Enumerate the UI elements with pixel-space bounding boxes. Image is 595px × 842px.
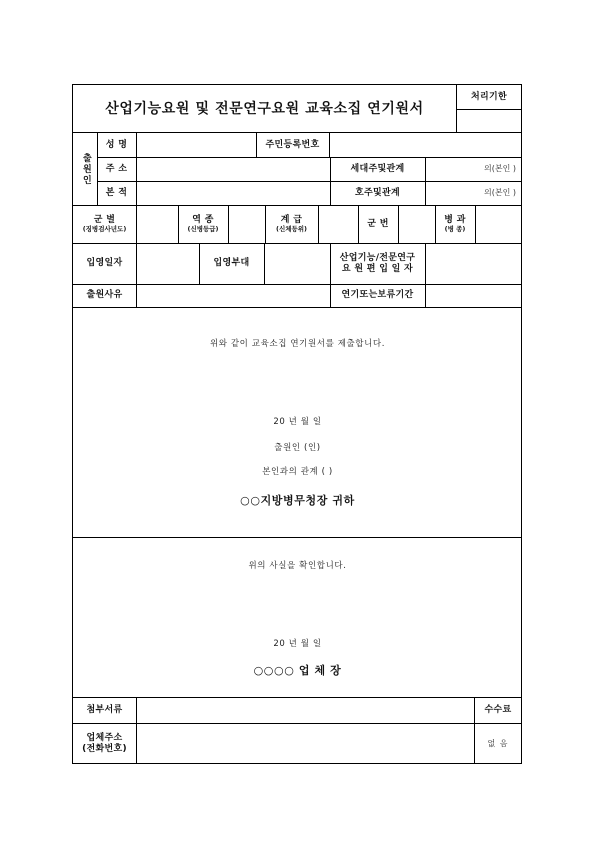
- processing-deadline-field[interactable]: [456, 109, 522, 133]
- assignment-date-label-1: 산업기능/전문연구: [339, 252, 416, 263]
- family-head-suffix: 의(본인 ): [484, 188, 516, 198]
- processing-deadline-label: 처리기한: [471, 91, 507, 102]
- service-number-label: 군 번: [367, 218, 389, 229]
- assignment-date-label: [330, 243, 425, 284]
- branch-label-sub: (징병검사년도): [82, 224, 127, 233]
- rank-field[interactable]: [318, 205, 358, 243]
- statement-date: 20 년 월 일: [273, 416, 322, 427]
- branch-field[interactable]: [136, 205, 178, 243]
- company-address-label-2: (전화번호): [82, 743, 127, 754]
- address-label: 주 소: [105, 163, 128, 174]
- attachments-field[interactable]: [136, 698, 474, 723]
- specialty-label-sub: (병 종): [444, 224, 466, 233]
- branch-label: [73, 205, 136, 243]
- name-field[interactable]: [136, 133, 256, 157]
- domicile-label: 본 적: [105, 187, 128, 198]
- specialty-label: [435, 205, 475, 243]
- assignment-date-label-2: 요 원 편 입 일 자: [341, 263, 414, 274]
- specialty-label-text: 병 과: [444, 214, 466, 225]
- service-field[interactable]: [228, 205, 265, 243]
- rrn-label: 주민등록번호: [265, 139, 320, 150]
- branch-label-text: 군 별: [93, 214, 116, 225]
- family-head-field[interactable]: [425, 181, 522, 205]
- reason-label: 출원사유: [86, 290, 123, 301]
- service-label: [178, 205, 228, 243]
- confirm-text: 위의 사실을 확인합니다.: [248, 560, 347, 571]
- attachments-label: 첨부서류: [86, 705, 123, 716]
- relation-line: 본인과의 관계 ( ): [262, 466, 333, 477]
- recipient-line: ○○지방병무청장 귀하: [240, 494, 355, 508]
- domicile-field[interactable]: [136, 181, 330, 205]
- service-label-sub: (신병등급): [187, 224, 219, 233]
- household-relation-suffix: 의(본인 ): [484, 164, 516, 174]
- household-relation-label: 세대주및관계: [350, 163, 405, 174]
- enlistment-unit-label: 입영부대: [213, 258, 250, 269]
- rrn-field[interactable]: [329, 133, 522, 157]
- enlistment-date-field[interactable]: [136, 243, 199, 284]
- specialty-field[interactable]: [475, 205, 522, 243]
- deferral-period-label: 연기또는보류기간: [341, 290, 414, 301]
- applicant-group-text: 출원인: [80, 152, 91, 186]
- confirm-date: 20 년 월 일: [273, 638, 322, 649]
- statement-text: 위와 같이 교육소집 연기원서를 제출합니다.: [209, 338, 386, 349]
- service-label-text: 역 종: [192, 214, 214, 225]
- rank-label-sub: (신체등위): [275, 224, 308, 233]
- enlistment-date-label: 입영일자: [86, 258, 123, 269]
- fee-label: 수수료: [484, 705, 512, 716]
- reason-field[interactable]: [136, 284, 330, 307]
- form-title: 산업기능요원 및 전문연구요원 교육소집 연기원서: [105, 100, 424, 117]
- household-relation-field[interactable]: [425, 157, 522, 181]
- applicant-seal-line: 출원인 (인): [274, 442, 321, 453]
- enlistment-unit-field[interactable]: [264, 243, 330, 284]
- fee-value: 없 음: [487, 738, 509, 748]
- address-field[interactable]: [136, 157, 330, 181]
- applicant-group-label: [73, 133, 97, 205]
- application-form: [72, 84, 522, 764]
- company-head-line: ○○○○ 업 체 장: [253, 664, 342, 678]
- family-head-label: 호주및관계: [355, 187, 400, 198]
- rank-label: [265, 205, 318, 243]
- rank-label-text: 계 급: [280, 214, 303, 225]
- company-address-label: [73, 723, 136, 764]
- company-address-label-1: 업체주소: [86, 732, 123, 743]
- deferral-period-field[interactable]: [425, 284, 522, 307]
- company-address-field[interactable]: [136, 723, 474, 764]
- service-number-field[interactable]: [398, 205, 435, 243]
- name-label: 성 명: [105, 139, 128, 150]
- assignment-date-field[interactable]: [425, 243, 522, 284]
